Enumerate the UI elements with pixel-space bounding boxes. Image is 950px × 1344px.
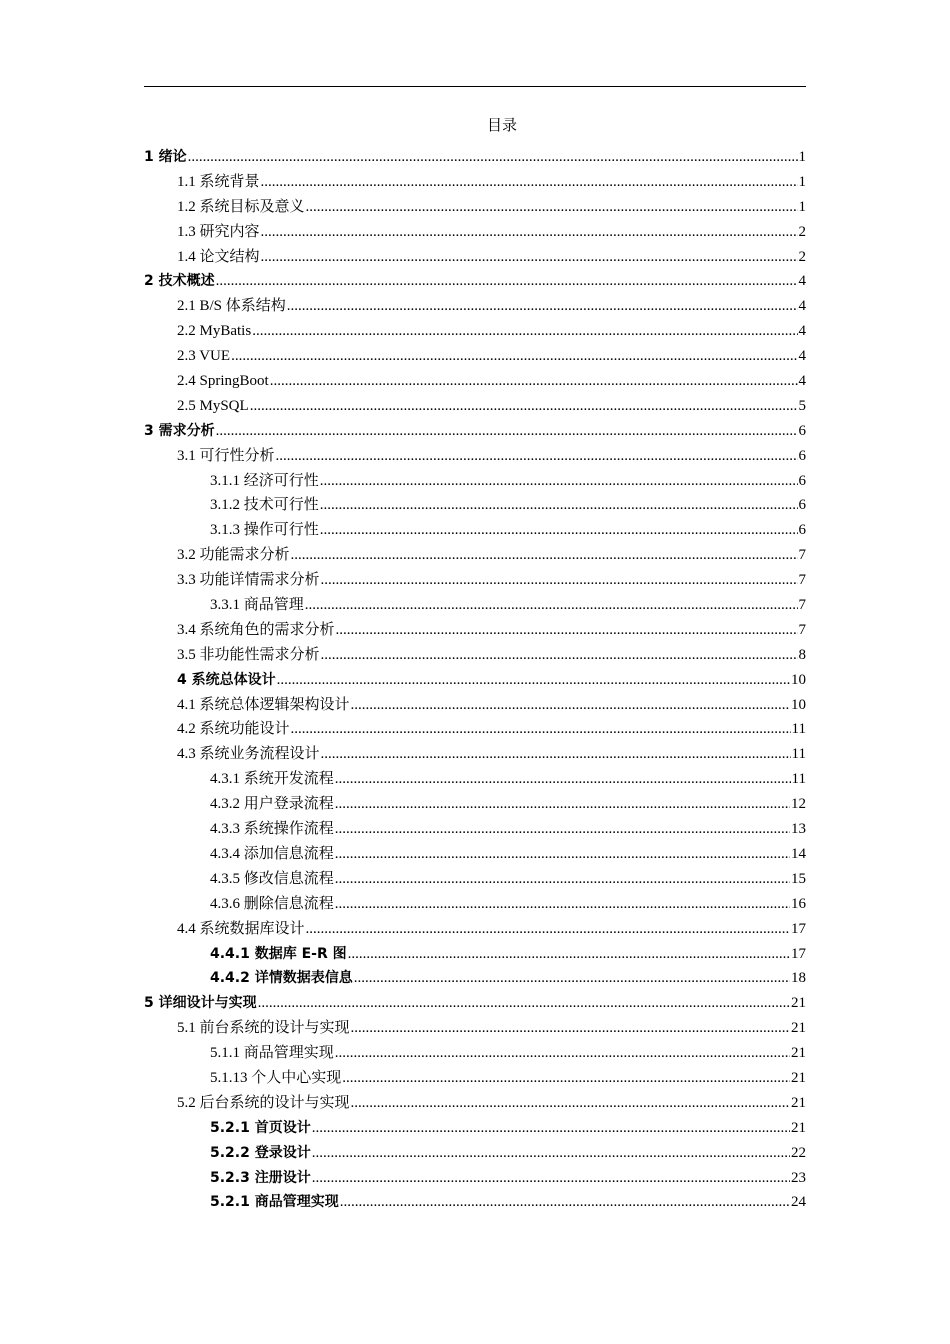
toc-entry-title: 4.3.6 删除信息流程: [210, 895, 334, 912]
toc-page-number: 6: [798, 422, 806, 439]
toc-dot-leader: [320, 470, 798, 492]
toc-entry[interactable]: [144, 694, 806, 719]
toc-page-number: 14: [791, 845, 806, 862]
toc-entry[interactable]: [144, 445, 806, 470]
toc-dot-leader: [306, 918, 790, 940]
toc-dot-leader: [305, 594, 798, 616]
toc-entry-title: 5 详细设计与实现: [144, 995, 257, 1012]
toc-dot-leader: [342, 1067, 790, 1089]
toc-entry[interactable]: [144, 594, 806, 619]
toc-entry[interactable]: [144, 793, 806, 818]
toc-entry[interactable]: [144, 470, 806, 495]
toc-entry[interactable]: [144, 270, 806, 295]
toc-entry[interactable]: [144, 569, 806, 594]
toc-page-number: 17: [791, 920, 806, 937]
toc-entry[interactable]: [144, 320, 806, 345]
toc-entry[interactable]: [144, 370, 806, 395]
toc-page-number: 11: [791, 771, 806, 788]
toc-entry-title: 1.1 系统背景: [177, 173, 260, 190]
toc-page-number: 21: [791, 1119, 806, 1136]
toc-entry-title: 5.1.1 商品管理实现: [210, 1045, 334, 1062]
toc-dot-leader: [261, 221, 798, 243]
toc-dot-leader: [216, 270, 798, 292]
toc-dot-leader: [335, 1042, 790, 1064]
toc-dot-leader: [335, 768, 791, 790]
toc-page-number: 12: [791, 796, 806, 813]
toc-entry[interactable]: [144, 918, 806, 943]
toc-entry-title: 4.3.1 系统开发流程: [210, 771, 334, 788]
toc-entry[interactable]: [144, 171, 806, 196]
toc-entry-title: 5.2.1 首页设计: [210, 1119, 311, 1136]
toc-page-number: 7: [798, 547, 806, 564]
toc-entry-title: 4.4.2 详情数据表信息: [210, 970, 353, 987]
toc-page-number: 6: [798, 522, 806, 539]
toc-entry[interactable]: [144, 718, 806, 743]
toc-page-number: 4: [798, 348, 806, 365]
toc-entry[interactable]: [144, 1067, 806, 1092]
toc-entry[interactable]: [144, 669, 806, 694]
toc-dot-leader: [291, 718, 791, 740]
toc-entry-title: 3.1.3 操作可行性: [210, 522, 319, 539]
toc-entry[interactable]: [144, 1042, 806, 1067]
toc-entry-title: 4.3.2 用户登录流程: [210, 796, 334, 813]
toc-page-number: 6: [798, 447, 806, 464]
toc-entry-title: 3.5 非功能性需求分析: [177, 646, 320, 663]
toc-entry-title: 3.2 功能需求分析: [177, 547, 290, 564]
toc-entry[interactable]: [144, 295, 806, 320]
toc-entry-title: 4.1 系统总体逻辑架构设计: [177, 696, 350, 713]
toc-entry[interactable]: [144, 992, 806, 1017]
toc-entry-title: 5.1.13 个人中心实现: [210, 1069, 342, 1086]
toc-entry[interactable]: [144, 494, 806, 519]
toc-page-number: 4: [798, 273, 806, 290]
toc-page-number: 16: [791, 895, 806, 912]
toc-entry[interactable]: [144, 768, 806, 793]
toc-dot-leader: [188, 146, 798, 168]
toc-page-number: 13: [791, 821, 806, 838]
toc-dot-leader: [306, 196, 798, 218]
toc-entry-title: 4.3 系统业务流程设计: [177, 746, 320, 763]
toc-page-number: 6: [798, 472, 806, 489]
toc-entry[interactable]: [144, 1142, 806, 1167]
toc-dot-leader: [320, 519, 798, 541]
toc-dot-leader: [312, 1167, 790, 1189]
toc-page-number: 8: [798, 646, 806, 663]
toc-dot-leader: [312, 1142, 790, 1164]
toc-page-number: 21: [791, 995, 806, 1012]
toc-dot-leader: [258, 992, 790, 1014]
toc-dot-leader: [231, 345, 797, 367]
toc-entry-title: 1.4 论文结构: [177, 248, 260, 265]
toc-entry-title: 4 系统总体设计: [177, 671, 276, 688]
toc-entry[interactable]: [144, 1092, 806, 1117]
toc-dot-leader: [261, 171, 798, 193]
toc-dot-leader: [340, 1191, 790, 1213]
toc-entry[interactable]: [144, 196, 806, 221]
toc-entry[interactable]: [144, 868, 806, 893]
toc-entry-title: 3 需求分析: [144, 422, 215, 439]
toc-dot-leader: [335, 793, 790, 815]
toc-page-number: 21: [791, 1094, 806, 1111]
toc-entry-title: 2.4 SpringBoot: [177, 373, 269, 390]
toc-dot-leader: [250, 395, 798, 417]
toc-entry-title: 1.3 研究内容: [177, 223, 260, 240]
toc-dot-leader: [351, 1092, 790, 1114]
toc-page-number: 4: [798, 373, 806, 390]
toc-entry[interactable]: [144, 519, 806, 544]
toc-entry-title: 3.4 系统角色的需求分析: [177, 621, 335, 638]
toc-dot-leader: [291, 544, 798, 566]
toc-entry-title: 2.2 MyBatis: [177, 323, 252, 340]
toc-dot-leader: [252, 320, 797, 342]
toc-page-number: 2: [798, 223, 806, 240]
toc-page-number: 1: [798, 198, 806, 215]
toc-page-number: 7: [798, 621, 806, 638]
toc-entry[interactable]: [144, 1117, 806, 1142]
toc-entry-title: 4.3.4 添加信息流程: [210, 845, 334, 862]
toc-dot-leader: [335, 893, 790, 915]
toc-entry-title: 1 绪论: [144, 149, 187, 165]
toc-page-number: 21: [791, 1020, 806, 1037]
toc-entry-title: 4.3.3 系统操作流程: [210, 821, 334, 838]
toc-entry-title: 4.4 系统数据库设计: [177, 920, 305, 937]
toc-dot-leader: [351, 694, 790, 716]
toc-entry[interactable]: [144, 395, 806, 420]
toc-page-number: 23: [791, 1169, 806, 1186]
toc-entry-title: 3.3.1 商品管理: [210, 597, 304, 614]
toc-entry-title: 4.4.1 数据库 E-R 图: [210, 945, 347, 962]
toc-entry-title: 4.3.5 修改信息流程: [210, 870, 334, 887]
toc-entry-title: 1.2 系统目标及意义: [177, 198, 305, 215]
toc-entry[interactable]: [144, 818, 806, 843]
toc-dot-leader: [336, 619, 798, 641]
toc-page-number: 10: [791, 671, 806, 688]
toc-page-number: 21: [791, 1069, 806, 1086]
toc-dot-leader: [287, 295, 798, 317]
toc-entry[interactable]: [144, 345, 806, 370]
toc-page-number: 1: [798, 173, 806, 190]
toc-page-number: 22: [791, 1144, 806, 1161]
toc-dot-leader: [270, 370, 798, 392]
toc-entry[interactable]: [144, 943, 806, 968]
toc-entry-title: 5.2 后台系统的设计与实现: [177, 1094, 350, 1111]
toc-page-number: 17: [791, 945, 806, 962]
toc-page-number: 21: [791, 1045, 806, 1062]
toc-entry[interactable]: [144, 893, 806, 918]
toc-page-number: 6: [798, 497, 806, 514]
toc-dot-leader: [320, 494, 798, 516]
toc-dot-leader: [354, 967, 790, 989]
toc-entry-title: 3.1.2 技术可行性: [210, 497, 319, 514]
toc-entry[interactable]: [144, 1167, 806, 1192]
toc-entry-title: 3.1 可行性分析: [177, 447, 275, 464]
toc-dot-leader: [261, 246, 798, 268]
toc-page-number: 18: [791, 970, 806, 987]
header-rule: [144, 86, 806, 87]
toc-page-number: 4: [798, 298, 806, 315]
toc-title: 目录: [486, 118, 517, 134]
toc-entry[interactable]: [144, 221, 806, 246]
toc-entry-title: 4.2 系统功能设计: [177, 721, 290, 738]
toc-page-number: 1: [798, 149, 806, 165]
toc-entry[interactable]: [144, 544, 806, 569]
toc-dot-leader: [321, 743, 791, 765]
toc-dot-leader: [335, 868, 790, 890]
toc-dot-leader: [216, 420, 798, 442]
toc-entry-title: 3.1.1 经济可行性: [210, 472, 319, 489]
toc-entry[interactable]: [144, 843, 806, 868]
toc-entry-title: 5.2.2 登录设计: [210, 1144, 311, 1161]
toc-entry-title: 5.1 前台系统的设计与实现: [177, 1020, 350, 1037]
toc-dot-leader: [312, 1117, 790, 1139]
toc-entry-title: 2 技术概述: [144, 273, 215, 290]
toc-dot-leader: [321, 569, 798, 591]
toc-dot-leader: [277, 669, 790, 691]
toc-entry[interactable]: [144, 1191, 806, 1216]
toc-entry-title: 2.1 B/S 体系结构: [177, 298, 286, 315]
toc-page-number: 15: [791, 870, 806, 887]
toc-entry[interactable]: [144, 1017, 806, 1042]
toc-page-number: 11: [791, 746, 806, 763]
toc-page-number: 24: [791, 1194, 806, 1211]
toc-entry[interactable]: [144, 619, 806, 644]
toc-page-number: 4: [798, 323, 806, 340]
toc-page-number: 10: [791, 696, 806, 713]
toc-entry-title: 2.3 VUE: [177, 348, 231, 365]
toc-page-number: 7: [798, 597, 806, 614]
toc-page-number: 7: [798, 572, 806, 589]
toc-entry-title: 5.2.1 商品管理实现: [210, 1194, 339, 1211]
toc-dot-leader: [276, 445, 798, 467]
toc-entry[interactable]: [144, 146, 806, 171]
toc-entry[interactable]: [144, 967, 806, 992]
toc-entry[interactable]: [144, 246, 806, 271]
toc-entry-title: 5.2.3 注册设计: [210, 1169, 311, 1186]
toc-page-number: 2: [798, 248, 806, 265]
toc-entry[interactable]: [144, 743, 806, 768]
toc-dot-leader: [351, 1017, 790, 1039]
toc-entry[interactable]: [144, 644, 806, 669]
toc-dot-leader: [348, 943, 790, 965]
toc-dot-leader: [321, 644, 798, 666]
toc-entry[interactable]: [144, 420, 806, 445]
toc-page-number: 11: [791, 721, 806, 738]
table-of-contents: [144, 146, 806, 1216]
toc-entry-title: 2.5 MySQL: [177, 397, 249, 414]
toc-dot-leader: [335, 818, 790, 840]
toc-entry-title: 3.3 功能详情需求分析: [177, 572, 320, 589]
toc-page-number: 5: [798, 397, 806, 414]
toc-dot-leader: [335, 843, 790, 865]
